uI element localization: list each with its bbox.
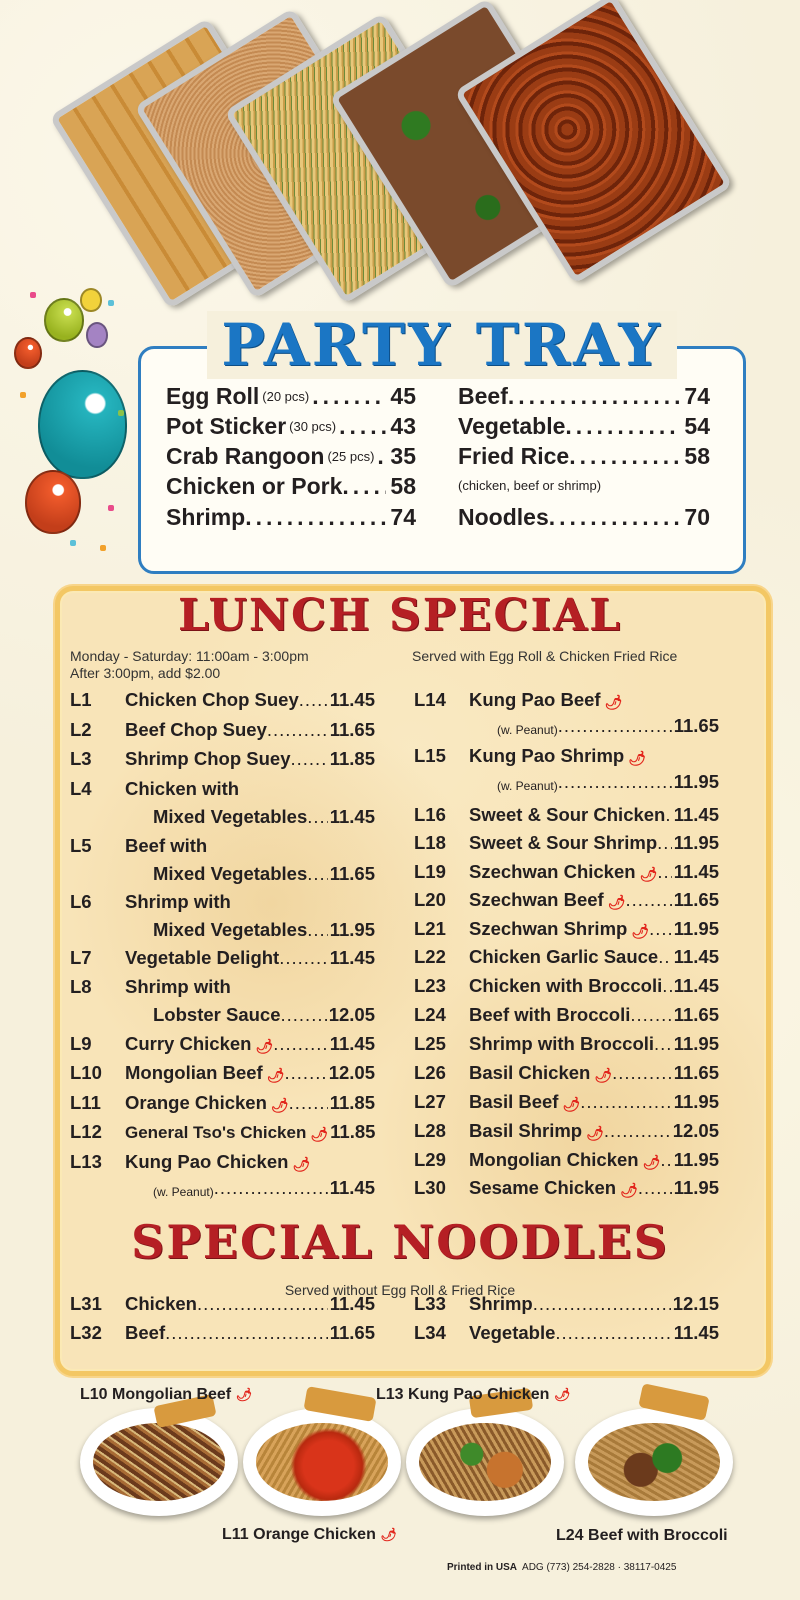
party-item-shrimp: Shrimp ..... 74: [166, 504, 416, 531]
hot-pepper-icon: 🌶: [292, 1156, 311, 1172]
menu-item-l8: L8 Shrimp with: [70, 976, 231, 997]
menu-item-l15: L15 Kung Pao Shrimp 🌶: [414, 745, 646, 766]
menu-item-l8-line2: Lobster Sauce ..... 12.05: [153, 1004, 375, 1026]
party-item-noodles: Noodles ..... 70: [458, 504, 710, 531]
hot-pepper-icon: 🌶: [553, 1387, 571, 1402]
hot-pepper-icon: 🌶: [607, 894, 626, 910]
hot-pepper-icon: 🌶: [620, 1182, 638, 1198]
menu-item-l13: L13 Kung Pao Chicken 🌶: [70, 1151, 311, 1172]
beef-with-broccoli-photo: [575, 1408, 733, 1516]
menu-item-l34: L34 Vegetable ..... 11.45: [414, 1322, 719, 1344]
lunch-served-with: Served with Egg Roll & Chicken Fried Rice: [412, 648, 678, 664]
menu-item-l14-line2: (w. Peanut) ..... 11.65: [497, 715, 719, 737]
menu-item-l1: L1 Chicken Chop Suey ..... 11.45: [70, 689, 375, 711]
menu-item-l13-line2: (w. Peanut) ..... 11.45: [153, 1177, 375, 1199]
menu-item-l18: L18 Sweet & Sour Shrimp ..... 11.95: [414, 832, 719, 854]
caption-orange-chicken: L11 Orange Chicken 🌶: [222, 1526, 397, 1543]
menu-item-l3: L3 Shrimp Chop Suey ..... 11.85: [70, 748, 375, 770]
menu-item-l5: L5 Beef with: [70, 835, 208, 856]
party-item-beef: Beef ..... 74: [458, 383, 710, 410]
hot-pepper-icon: 🌶: [586, 1125, 604, 1141]
menu-item-l10: L10 Mongolian Beef 🌶 ..... 12.05: [70, 1062, 375, 1084]
hot-pepper-icon: 🌶: [270, 1097, 289, 1113]
party-item-crab-rangoon: Crab Rangoon (25 pcs) ..... 35: [166, 443, 416, 470]
menu-item-l29: L29 Mongolian Chicken 🌶 ..... 11.95: [414, 1149, 719, 1171]
menu-item-l16: L16 Sweet & Sour Chicken ..... 11.45: [414, 804, 719, 826]
party-item-pot-sticker: Pot Sticker (30 pcs) ..... 43: [166, 413, 416, 440]
menu-item-l22: L22 Chicken Garlic Sauce ..... 11.45: [414, 946, 719, 968]
balloon-icon: [38, 370, 127, 479]
menu-item-l24: L24 Beef with Broccoli ..... 11.65: [414, 1004, 719, 1026]
confetti-icon: [118, 410, 124, 416]
party-tray-title: PARTY TRAY: [141, 311, 743, 379]
footer: Printed in USA ADG (773) 254-2828 · 38117-0425: [447, 1562, 677, 1573]
noodles-subtitle: Served without Egg Roll & Fried Rice: [284, 1282, 516, 1298]
menu-item-l25: L25 Shrimp with Broccoli ..... 11.95: [414, 1033, 719, 1055]
kung-pao-chicken-photo: [406, 1408, 564, 1516]
menu-item-l19: L19 Szechwan Chicken 🌶 ..... 11.45: [414, 861, 719, 883]
menu-item-l28: L28 Basil Shrimp 🌶 ..... 12.05: [414, 1120, 719, 1142]
hot-pepper-icon: 🌶: [639, 866, 658, 882]
confetti-icon: [100, 545, 106, 551]
menu-item-l27: L27 Basil Beef 🌶 ..... 11.95: [414, 1091, 719, 1113]
party-item-chicken-or-pork: Chicken or Pork ..... 58: [166, 473, 416, 500]
menu-item-l32: L32 Beef ..... 11.65: [70, 1322, 375, 1344]
special-noodles-title: SPECIAL NOODLES: [131, 1215, 669, 1269]
lunch-special-title: LUNCH SPECIAL: [177, 590, 623, 641]
party-item-egg-roll: Egg Roll (20 pcs) ..... 45: [166, 383, 416, 410]
hot-pepper-icon: 🌶: [310, 1126, 329, 1142]
menu-item-l9: L9 Curry Chicken 🌶 ..... 11.45: [70, 1033, 375, 1055]
balloon-icon: [44, 298, 84, 342]
hot-pepper-icon: 🌶: [380, 1527, 397, 1542]
caption-beef-with-broccoli: L24 Beef with Broccoli: [556, 1527, 728, 1544]
menu-item-l21: L21 Szechwan Shrimp 🌶 ..... 11.95: [414, 918, 719, 940]
confetti-icon: [30, 292, 36, 298]
fried-rice-note: (chicken, beef or shrimp): [458, 478, 602, 493]
menu-item-l12: L12 General Tso's Chicken 🌶 11.85: [70, 1121, 376, 1142]
hot-pepper-icon: 🌶: [642, 1154, 661, 1170]
confetti-icon: [108, 505, 114, 511]
menu-item-l11: L11 Orange Chicken 🌶 ..... 11.85: [70, 1092, 375, 1114]
menu-item-l15-line2: (w. Peanut) ..... 11.95: [497, 771, 719, 793]
hot-pepper-icon: 🌶: [235, 1387, 253, 1402]
menu-item-l31: L31 Chicken ..... 11.45: [70, 1293, 375, 1315]
balloon-icon: [86, 322, 108, 348]
hot-pepper-icon: 🌶: [604, 694, 623, 710]
menu-item-l30: L30 Sesame Chicken 🌶 ..... 11.95: [414, 1177, 719, 1199]
menu-item-l7: L7 Vegetable Delight ..... 11.45: [70, 947, 375, 969]
menu-item-l4-line2: Mixed Vegetables ..... 11.45: [153, 806, 375, 828]
caption-mongolian-beef: L10 Mongolian Beef 🌶: [80, 1386, 253, 1403]
menu-item-l6-line2: Mixed Vegetables ..... 11.95: [153, 919, 375, 941]
hot-pepper-icon: 🌶: [266, 1067, 285, 1083]
hot-pepper-icon: 🌶: [628, 750, 646, 766]
hot-pepper-icon: 🌶: [562, 1096, 581, 1112]
hot-pepper-icon: 🌶: [255, 1038, 274, 1054]
menu-item-l4: L4 Chicken with: [70, 778, 240, 799]
menu-item-l20: L20 Szechwan Beef 🌶 ..... 11.65: [414, 889, 719, 911]
menu-item-l23: L23 Chicken with Broccoli ..... 11.45: [414, 975, 719, 997]
menu-item-l26: L26 Basil Chicken 🌶 ..... 11.65: [414, 1062, 719, 1084]
menu-item-l5-line2: Mixed Vegetables ..... 11.65: [153, 863, 375, 885]
confetti-icon: [108, 300, 114, 306]
confetti-icon: [70, 540, 76, 546]
party-item-fried-rice: Fried Rice ..... 58: [458, 443, 710, 470]
balloon-icon: [80, 288, 102, 312]
hot-pepper-icon: 🌶: [594, 1067, 613, 1083]
lunch-hours: Monday - Saturday: 11:00am - 3:00pm After 3:00pm, add $2.00: [70, 648, 309, 681]
menu-item-l14: L14 Kung Pao Beef 🌶: [414, 689, 623, 710]
balloon-icon: [25, 470, 81, 534]
confetti-icon: [20, 392, 26, 398]
party-item-vegetable: Vegetable ..... 54: [458, 413, 710, 440]
hot-pepper-icon: 🌶: [631, 923, 650, 939]
balloon-icon: [14, 337, 42, 369]
orange-chicken-photo: [243, 1408, 401, 1516]
menu-item-l6: L6 Shrimp with: [70, 891, 231, 912]
caption-kung-pao-chicken: L13 Kung Pao Chicken 🌶: [376, 1386, 571, 1403]
menu-item-l2: L2 Beef Chop Suey ..... 11.65: [70, 719, 375, 741]
menu-item-l33: L33 Shrimp ..... 12.15: [414, 1293, 719, 1315]
